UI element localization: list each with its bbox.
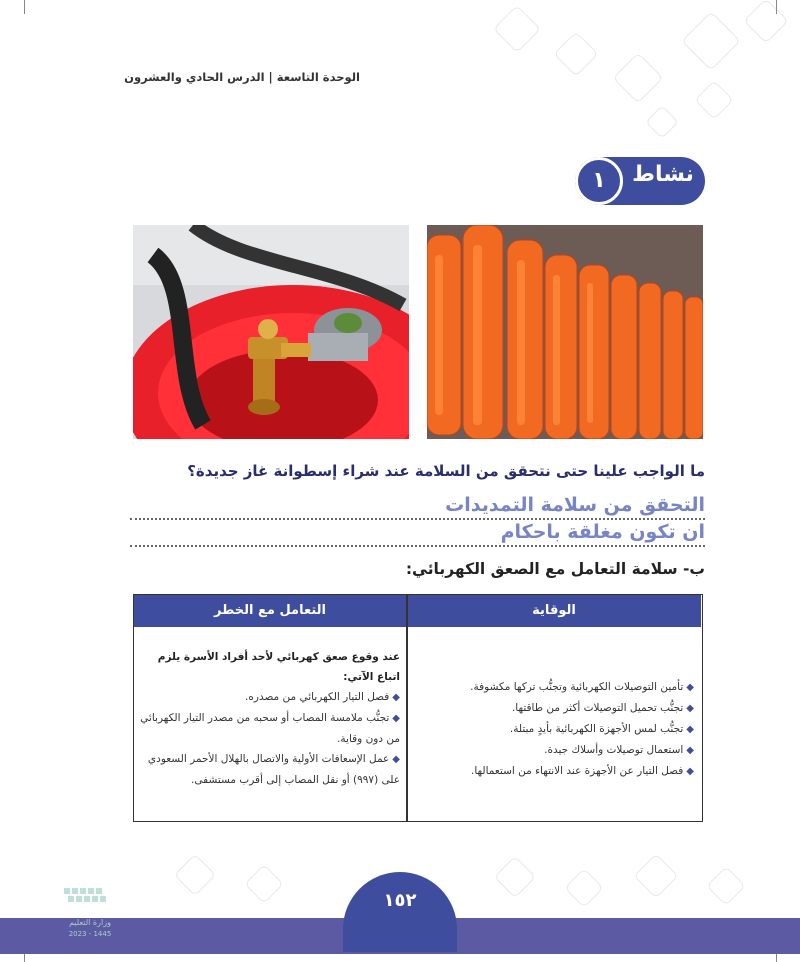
list-item: ◆تجنُّب تحميل التوصيلات أكثر من طاقتها. [511,702,694,714]
diamond-bullet-icon: ◆ [686,724,694,735]
list-item: ◆فصل التيار عن الأجهزة عند الانتهاء من استعمالها. [471,765,694,777]
list-item: ◆تأمين التوصيلات الكهربائية وتجنُّب تركها مكشوفة. [470,681,694,693]
table-header-prevention: الوقاية [407,595,701,627]
answer-line-1[interactable] [130,494,705,520]
answer-line-2[interactable] [130,521,705,547]
decorative-square [613,53,664,104]
handling-intro: عند وقوع صعق كهربائي لأحد أفراد الأسرة يلزم اتباع الآتي: [157,651,400,683]
list-item: ◆استعمال توصيلات وأسلاك جيدة. [544,744,694,756]
section-title: ب- سلامة التعامل مع الصعق الكهربائي: [405,560,705,578]
table-header-handling: التعامل مع الخطر [134,595,407,627]
ministry-name: وزارة التعليم [69,918,111,927]
activity-question: ما الواجب علينا حتى نتحقق من السلامة عند شراء إسطوانة غاز جديدة؟ [187,462,705,480]
ministry-year: 2023 - 1445 [68,930,112,938]
unit-lesson-header: الوحدة التاسعة | الدرس الحادي والعشرون [124,70,360,84]
list-item: ◆تجنُّب ملامسة المصاب أو سحبه من مصدر التيار الكهربائي من دون وقاية. [140,712,400,745]
list-item: ◆عمل الإسعافات الأولية والاتصال بالهلال الأحمر السعودي على (٩٩٧) أو نقل المصاب إلى أقرب مستشفى. [147,753,400,786]
page-number-tab [343,872,457,952]
column-divider [406,595,408,821]
diamond-bullet-icon: ◆ [686,703,694,714]
decorative-square [633,853,678,898]
decorative-square [706,866,746,906]
crop-mark [776,0,777,14]
ministry-logo-icon [54,882,124,922]
crop-mark [24,0,25,14]
decorative-square [694,80,734,120]
decorative-square [645,105,679,139]
activity-number: ١ [575,157,623,205]
diamond-bullet-icon: ◆ [686,745,694,756]
diamond-bullet-icon: ◆ [686,682,694,693]
safety-table [133,594,703,822]
diamond-bullet-icon: ◆ [392,692,400,703]
decorative-square [244,864,284,904]
answer-text-1: التحقق من سلامة التمديدات [441,494,705,516]
gas-cylinders-photo [427,225,703,439]
list-item: ◆تجنُّب لمس الأجهزة الكهربائية بأيدٍ مبتلة. [509,723,694,735]
decorative-square [494,856,536,898]
diamond-bullet-icon: ◆ [392,754,400,765]
gas-valve-illustration [133,225,409,439]
decorative-square [493,5,541,53]
diamond-bullet-icon: ◆ [686,766,694,777]
decorative-square [564,868,604,908]
list-item: ◆فصل التيار الكهربائي من مصدره. [245,691,400,703]
gas-valve-photo [133,225,409,439]
decorative-square [681,11,740,70]
answer-text-2: ان تكون مغلقة باحكام [497,521,705,543]
decorative-square [743,0,788,44]
handling-cell [140,647,400,790]
decorative-square [553,31,598,76]
diamond-bullet-icon: ◆ [392,713,400,724]
decorative-square [174,854,216,896]
page-number: ١٥٢ [383,890,417,911]
prevention-cell [416,677,694,782]
gas-cylinders-illustration [427,225,703,439]
activity-label: نشاط [632,162,694,187]
